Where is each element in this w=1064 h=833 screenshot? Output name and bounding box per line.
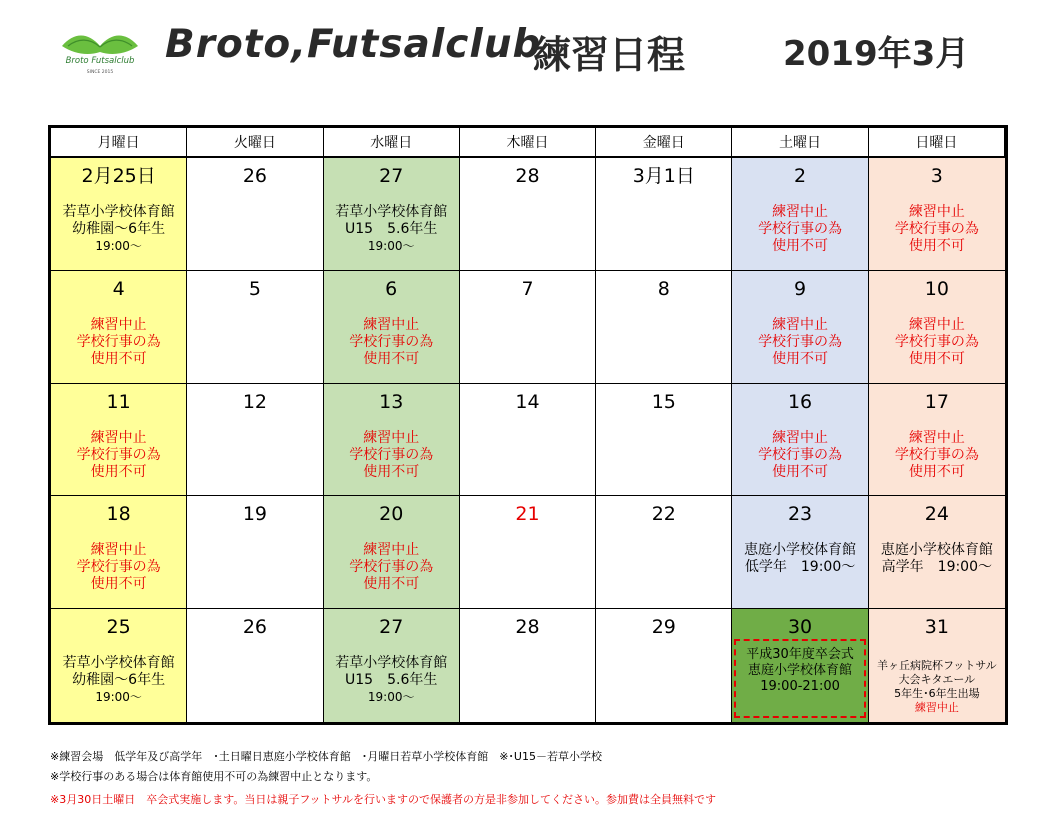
cancel-notice — [758, 317, 842, 368]
cancel-notice — [77, 317, 161, 368]
calendar-day-cell — [596, 384, 732, 497]
calendar-day-cell — [187, 384, 323, 497]
day-number: 15 — [651, 390, 676, 413]
day-number: 3月1日 — [632, 165, 695, 187]
cancel-line: 使用不可 — [90, 350, 147, 367]
practice-info-line: U15 5.6年生 — [345, 672, 438, 689]
calendar-day-cell — [596, 158, 732, 271]
day-number: 22 — [651, 503, 676, 526]
cancel-line: 学校行事の為 — [894, 333, 979, 350]
cancel-line: 練習中止 — [90, 542, 147, 559]
calendar-day-cell — [732, 271, 868, 384]
day-number: 19 — [242, 503, 268, 526]
day-number: 26 — [242, 616, 268, 639]
cancel-line: 練習中止 — [908, 316, 965, 333]
cancel-line: 使用不可 — [908, 350, 965, 367]
cancel-line: 使用不可 — [90, 576, 147, 593]
practice-info-line: 19:00～ — [95, 239, 142, 253]
cancel-line: 使用不可 — [772, 238, 829, 254]
cancel-notice — [758, 430, 842, 481]
cancel-notice — [895, 317, 979, 368]
calendar-day-cell — [51, 271, 187, 384]
weekday-header: 土曜日 — [732, 128, 868, 158]
calendar-day-cell — [51, 496, 187, 609]
cancel-line: 学校行事の為 — [758, 221, 843, 237]
day-number: 30 — [787, 616, 813, 639]
calendar-day-cell — [51, 384, 187, 497]
calendar-day-cell — [596, 609, 732, 722]
cancel-line: 学校行事の為 — [758, 446, 843, 463]
cancel-line: 学校行事の為 — [76, 559, 161, 576]
event-cancel-line: 練習中止 — [914, 701, 959, 715]
calendar-day-cell — [460, 496, 596, 609]
day-number: 17 — [924, 390, 949, 413]
day-number: 6 — [385, 277, 398, 300]
cancel-notice — [349, 542, 433, 593]
day-number: 14 — [515, 390, 540, 413]
month-title: 2019年3月 — [783, 34, 970, 74]
day-number: 25 — [106, 616, 131, 639]
calendar-grid — [48, 125, 1008, 725]
weekday-header: 日曜日 — [869, 128, 1005, 158]
calendar-day-cell — [460, 271, 596, 384]
calendar-day-cell — [869, 271, 1005, 384]
cancel-line: 使用不可 — [90, 463, 147, 480]
practice-info-line: 幼稚園～6年生 — [72, 221, 166, 237]
logo-since: SINCE 2015 — [86, 70, 114, 75]
weekday-header: 水曜日 — [324, 128, 460, 158]
practice-info — [335, 655, 447, 706]
calendar-day-cell — [51, 609, 187, 722]
day-number: 2月25日 — [81, 165, 156, 187]
club-title: Broto,Futsalclub — [165, 22, 542, 67]
cancel-line: 学校行事の為 — [349, 446, 434, 463]
practice-info-line: U15 5.6年生 — [345, 221, 438, 237]
cancel-line: 練習中止 — [363, 429, 420, 446]
calendar-day-cell — [187, 609, 323, 722]
calendar-day-cell — [187, 496, 323, 609]
cancel-line: 練習中止 — [908, 204, 965, 220]
cancel-line: 練習中止 — [772, 316, 829, 333]
practice-info-line: 恵庭小学校体育館 — [744, 542, 857, 559]
cancel-notice — [77, 430, 161, 481]
cancel-line: 練習中止 — [363, 316, 420, 333]
practice-info-line: 19:00～ — [367, 690, 415, 705]
schedule-title: 練習日程 — [533, 33, 686, 77]
cancel-line: 学校行事の為 — [76, 446, 161, 463]
calendar-day-cell — [460, 609, 596, 722]
footer-note-venues: ※練習会場 低学年及び高学年 ･土日曜日恵庭小学校体育館 ･月曜日若草小学校体育館 ※･U15－若草小学校 — [50, 750, 602, 763]
calendar-day-cell — [732, 496, 868, 609]
day-number: 20 — [379, 503, 404, 526]
calendar-day-cell — [460, 158, 596, 271]
cancel-notice — [758, 204, 842, 255]
day-number: 26 — [242, 165, 268, 187]
practice-info-line: 19:00～ — [95, 690, 142, 705]
cancel-line: 使用不可 — [772, 350, 829, 367]
logo-text: Broto Futsalclub — [65, 56, 135, 66]
calendar-day-cell — [324, 496, 460, 609]
event-line: 大会キタエール — [898, 673, 976, 687]
day-number: 8 — [657, 277, 670, 300]
practice-info-line: 若草小学校体育館 — [335, 204, 448, 220]
day-number: 9 — [794, 277, 807, 300]
day-number: 24 — [924, 503, 949, 526]
cancel-notice — [349, 317, 433, 368]
day-number: 23 — [787, 503, 813, 526]
practice-info-line: 若草小学校体育館 — [62, 204, 175, 220]
day-number: 12 — [242, 390, 268, 413]
cancel-line: 練習中止 — [908, 429, 965, 446]
cancel-line: 学校行事の為 — [349, 333, 434, 350]
calendar-day-cell — [187, 271, 323, 384]
weekday-header: 火曜日 — [187, 128, 323, 158]
weekday-header: 月曜日 — [51, 128, 187, 158]
event-line: 平成30年度卒会式 — [746, 647, 854, 663]
day-number: 29 — [651, 616, 676, 639]
cancel-notice — [349, 430, 433, 481]
cancel-line: 学校行事の為 — [76, 333, 161, 350]
day-number: 13 — [379, 390, 404, 413]
cancel-line: 練習中止 — [90, 316, 147, 333]
practice-info — [744, 542, 856, 576]
calendar-day-cell — [732, 158, 868, 271]
day-number: 28 — [515, 616, 540, 639]
calendar-day-cell — [596, 496, 732, 609]
club-logo — [58, 20, 142, 78]
day-number: 10 — [924, 277, 949, 300]
cancel-line: 使用不可 — [363, 350, 420, 367]
calendar-day-cell — [869, 384, 1005, 497]
calendar-day-cell — [869, 609, 1005, 722]
cancel-notice — [77, 542, 161, 593]
cancel-notice — [895, 430, 979, 481]
practice-info — [63, 655, 175, 706]
cancel-line: 使用不可 — [363, 576, 420, 593]
day-number: 27 — [379, 165, 404, 187]
practice-info-line: 若草小学校体育館 — [335, 655, 448, 672]
calendar-day-cell — [187, 158, 323, 271]
calendar-day-cell — [869, 158, 1005, 271]
calendar-day-cell — [324, 271, 460, 384]
calendar-day-cell — [324, 158, 460, 271]
graduation-event — [732, 647, 867, 695]
event-line: 5年生･6年生出場 — [894, 687, 980, 701]
cancel-line: 学校行事の為 — [349, 559, 434, 576]
day-number: 16 — [787, 390, 813, 413]
practice-info-line: 若草小学校体育館 — [62, 655, 175, 672]
day-number: 31 — [924, 616, 949, 639]
cancel-notice — [895, 204, 979, 255]
calendar-day-cell — [324, 384, 460, 497]
event-line: 羊ヶ丘病院杯フットサル — [877, 659, 997, 673]
calendar-day-cell — [869, 496, 1005, 609]
day-number: 11 — [106, 390, 131, 413]
day-number: 7 — [521, 277, 534, 300]
day-number: 28 — [515, 165, 540, 187]
day-number: 4 — [112, 277, 125, 300]
calendar-day-cell — [732, 384, 868, 497]
practice-info-line: 幼稚園～6年生 — [72, 672, 166, 689]
calendar-day-cell — [324, 609, 460, 722]
cancel-line: 練習中止 — [363, 542, 420, 559]
practice-info-line: 恵庭小学校体育館 — [880, 542, 993, 559]
practice-info-line: 19:00～ — [367, 239, 415, 253]
cancel-line: 学校行事の為 — [894, 221, 979, 237]
practice-info — [63, 204, 175, 255]
cancel-line: 使用不可 — [772, 463, 829, 480]
weekday-header: 金曜日 — [596, 128, 732, 158]
day-number: 3 — [930, 165, 943, 187]
footer-note-school-events: ※学校行事のある場合は体育館使用不可の為練習中止となります。 — [50, 770, 378, 783]
cancel-line: 学校行事の為 — [758, 333, 843, 350]
day-number: 5 — [248, 277, 261, 300]
cancel-line: 学校行事の為 — [894, 446, 979, 463]
cancel-line: 練習中止 — [772, 429, 829, 446]
day-number: 27 — [379, 616, 404, 639]
weekday-header: 木曜日 — [460, 128, 596, 158]
cancel-line: 使用不可 — [363, 463, 420, 480]
calendar-day-cell — [460, 384, 596, 497]
event-line: 19:00-21:00 — [760, 679, 840, 695]
cancel-line: 練習中止 — [90, 429, 147, 446]
practice-info — [335, 204, 447, 255]
practice-info-line: 高学年 19:00～ — [881, 559, 993, 576]
event-line: 恵庭小学校体育館 — [748, 663, 853, 679]
calendar-day-cell — [51, 158, 187, 271]
cancel-line: 練習中止 — [772, 204, 829, 220]
practice-info — [881, 542, 993, 576]
footer-note-graduation: ※3月30日土曜日 卒会式実施します。当日は親子フットサルを行いますので保護者の方是非参加してください。参加費は全員無料です — [50, 793, 717, 806]
cancel-line: 使用不可 — [908, 463, 965, 480]
calendar-day-cell — [596, 271, 732, 384]
cancel-line: 使用不可 — [908, 238, 965, 254]
day-number: 18 — [106, 503, 131, 526]
tournament-event — [869, 659, 1005, 715]
calendar-day-cell — [732, 609, 868, 722]
practice-info-line: 低学年 19:00～ — [744, 559, 856, 576]
day-number: 2 — [794, 165, 807, 187]
day-number: 21 — [515, 503, 540, 526]
